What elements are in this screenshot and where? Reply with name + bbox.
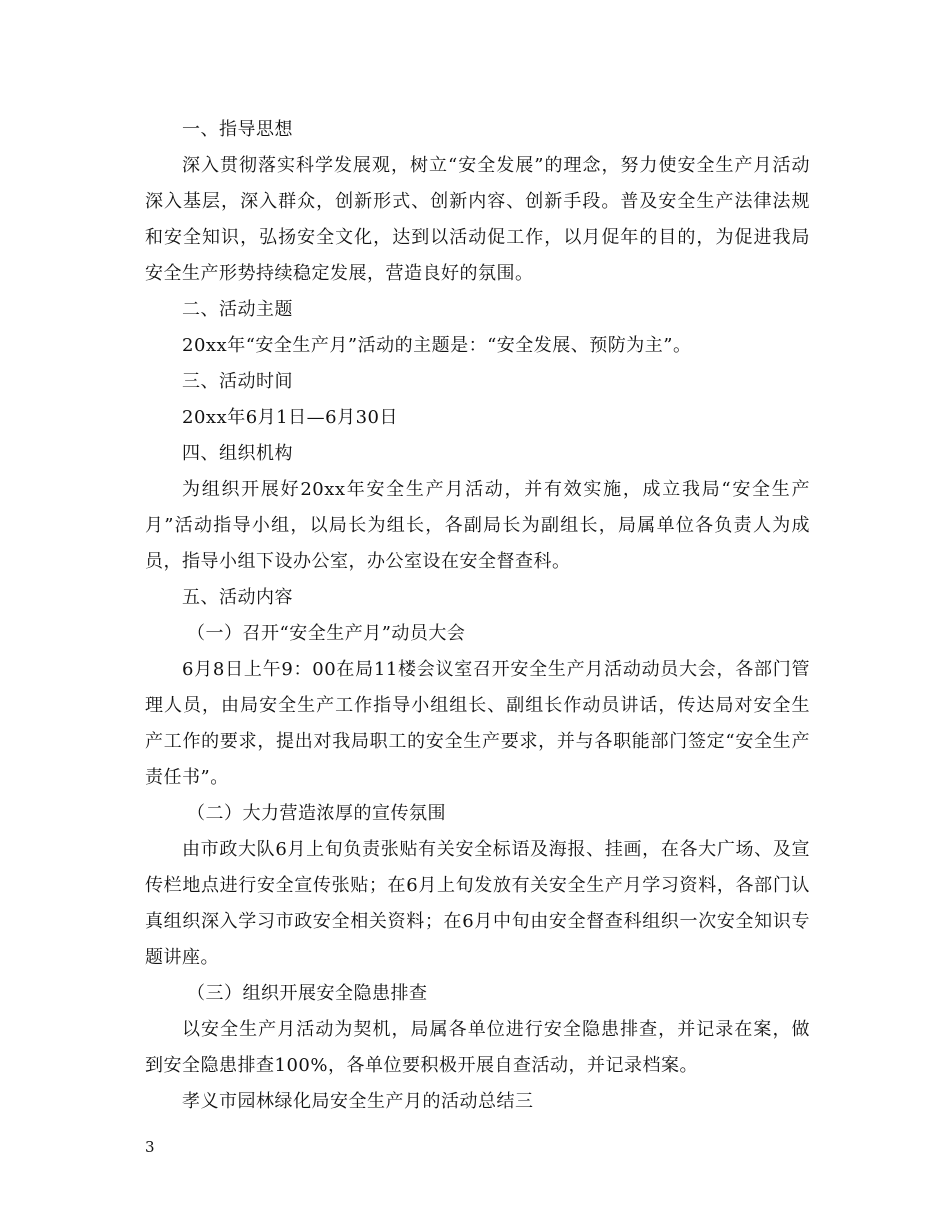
section-heading-theme: 二、活动主题: [182, 299, 293, 320]
paragraph-mobilization-meeting: 6月8日上午9：00在局11楼会议室召开安全生产月活动动员大会，各部门管理人员，由局安全生产工作指导小组组长、副组长作动员讲话，传达局对安全生产工作的要求，提出对我局职工的安全生产要求，并与各职能部门签定“安全生产责任书”。: [145, 659, 810, 788]
paragraph-hazard-inspection: 以安全生产月活动为契机，局属各单位进行安全隐患排查，并记录在案，做到安全隐患排查100%，各单位要积极开展自查活动，并记录档案。: [145, 1019, 810, 1076]
subheading-hazard-inspection: （三）组织开展安全隐患排查: [187, 983, 428, 1004]
paragraph-organization: 为组织开展好20xx年安全生产月活动，并有效实施，成立我局“安全生产月”活动指导小组，以局长为组长，各副局长为副组长，局属单位各负责人为成员，指导小组下设办公室，办公室设在安全督查科。: [145, 479, 810, 572]
closing-title-line: 孝义市园林绿化局安全生产月的活动总结三: [182, 1091, 534, 1112]
section-heading-time: 三、活动时间: [182, 371, 293, 392]
page-number: 3: [145, 1138, 155, 1156]
paragraph-time: 20xx年6月1日—6月30日: [182, 407, 398, 428]
section-heading-guiding-thought: 一、指导思想: [182, 119, 293, 140]
subheading-publicity: （二）大力营造浓厚的宣传氛围: [187, 803, 446, 824]
section-heading-organization: 四、组织机构: [182, 443, 293, 464]
paragraph-guiding-thought: 深入贯彻落实科学发展观，树立“安全发展”的理念，努力使安全生产月活动深入基层，深入群众，创新形式、创新内容、创新手段。普及安全生产法律法规和安全知识，弘扬安全文化，达到以活动促工作，以月促年的目的，为促进我局安全生产形势持续稳定发展，营造良好的氛围。: [145, 155, 810, 284]
section-heading-content: 五、活动内容: [182, 587, 293, 608]
paragraph-theme: 20xx年“安全生产月”活动的主题是：“安全发展、预防为主”。: [182, 335, 692, 356]
subheading-mobilization-meeting: （一）召开“安全生产月”动员大会: [187, 623, 466, 644]
document-body: [145, 112, 810, 1120]
paragraph-publicity: 由市政大队6月上旬负责张贴有关安全标语及海报、挂画，在各大广场、及宣传栏地点进行安全宣传张贴；在6月上旬发放有关安全生产月学习资料，各部门认真组织深入学习市政安全相关资料；在6月中旬由安全督查科组织一次安全知识专题讲座。: [145, 839, 810, 968]
